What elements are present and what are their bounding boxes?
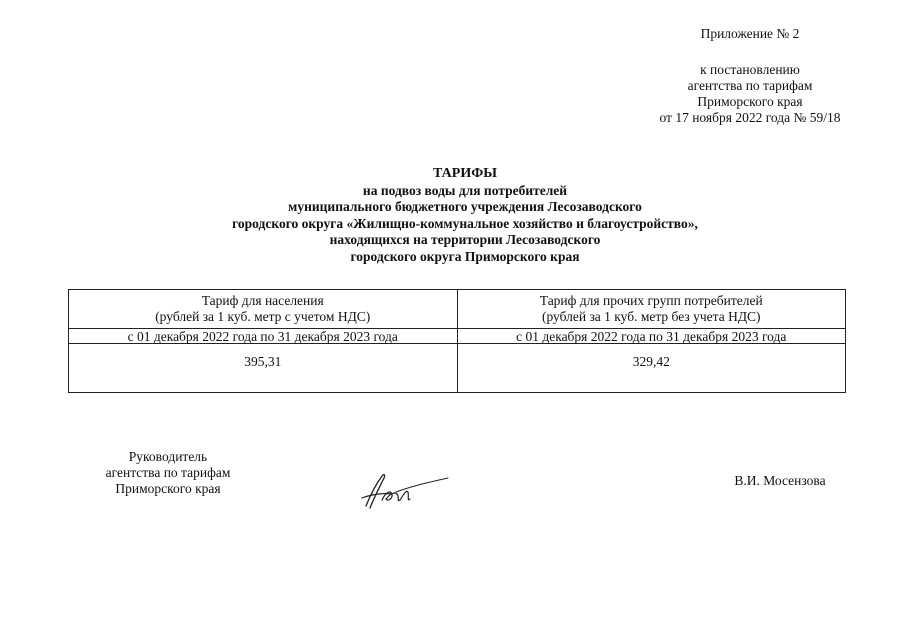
- appendix-label: [630, 26, 870, 42]
- appendix-line-3: Приморского края: [697, 94, 803, 109]
- appendix-reference: [630, 62, 870, 126]
- signer-name: В.И. Мосензова: [734, 473, 826, 488]
- period-cell-population: с 01 декабря 2022 года по 31 декабря 2023 года: [69, 329, 458, 344]
- heading-line-5: городского округа Приморского края: [350, 248, 580, 264]
- handwritten-signature: [352, 466, 452, 514]
- header-cell-population: [69, 290, 458, 329]
- heading-line-4: находящихся на территории Лесозаводского: [329, 232, 601, 247]
- table-period-row: [69, 329, 846, 344]
- appendix-line-2: агентства по тарифам: [687, 78, 813, 93]
- appendix-line-4: от 17 ноября 2022 года № 59/18: [659, 110, 841, 125]
- period-cell-other: с 01 декабря 2022 года по 31 декабря 2023 года: [457, 329, 846, 344]
- heading-line-1: на подвоз воды для потребителей: [362, 182, 568, 198]
- header-other-line-1: Тариф для прочих групп потребителей: [539, 293, 763, 308]
- header-population-line-1: Тариф для населения: [201, 293, 324, 308]
- heading-line-3: городского округа «Жилищно-коммунальное хозяйство и благоустройство»,: [232, 215, 698, 231]
- header-other-line-2: (рублей за 1 куб. метр без учета НДС): [541, 309, 761, 324]
- appendix-line-1: к постановлению: [700, 62, 800, 77]
- signatory-line-2: агентства по тарифам: [105, 465, 231, 480]
- table-value-row: [69, 344, 846, 393]
- table-header-row: [69, 290, 846, 329]
- signatory-line-3: Приморского края: [115, 481, 221, 496]
- value-cell-other: 329,42: [457, 344, 846, 393]
- appendix-title: Приложение № 2: [700, 26, 800, 41]
- document-heading: [170, 166, 760, 265]
- header-population-line-2: (рублей за 1 куб. метр с учетом НДС): [155, 309, 371, 324]
- signatory-line-1: Руководитель: [128, 449, 208, 464]
- heading-line-2: муниципального бюджетного учреждения Лесозаводского: [288, 199, 642, 214]
- document-title: ТАРИФЫ: [433, 166, 497, 181]
- signatory-position: [78, 449, 258, 497]
- tariff-table: [68, 289, 846, 393]
- header-cell-other: [457, 290, 846, 329]
- value-cell-population: 395,31: [69, 344, 458, 393]
